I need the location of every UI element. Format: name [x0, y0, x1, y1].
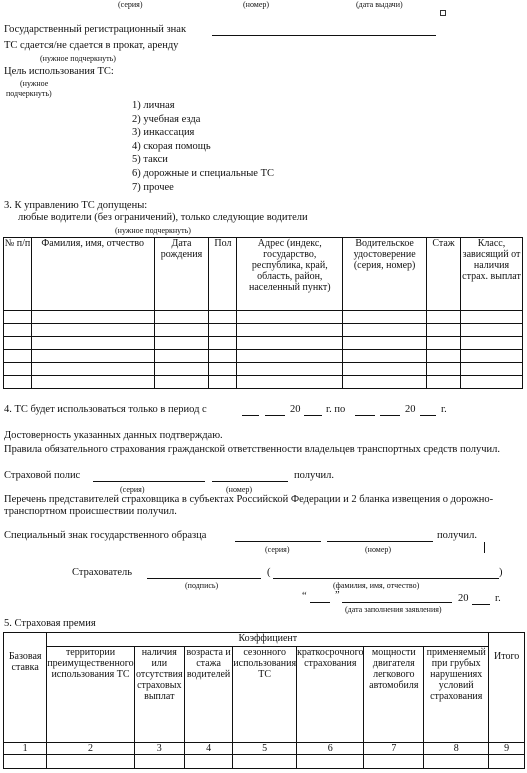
- purpose-option[interactable]: 5) такси: [132, 154, 168, 165]
- purpose-option[interactable]: 6) дорожные и специальные ТС: [132, 168, 274, 179]
- col-number: 7: [364, 743, 424, 755]
- period-end: г.: [441, 404, 447, 415]
- section3-title: 3. К управлению ТС допущены:: [4, 200, 148, 211]
- col-address-header: Адрес (индекс, государство, республика, край, область, район, населенный пункт): [237, 238, 343, 311]
- date-day-field[interactable]: [310, 602, 330, 603]
- coefficient-header: Коэффициент: [47, 633, 489, 647]
- special-series-caption: (серия): [265, 545, 290, 554]
- table-row[interactable]: [4, 311, 523, 324]
- section3-hint: (нужное подчеркнуть): [115, 226, 191, 235]
- table-row[interactable]: [4, 350, 523, 363]
- table-row[interactable]: [4, 337, 523, 350]
- coef-violations-header: применяемый при грубых нарушениях условий страхования: [424, 647, 489, 743]
- coef-payments-header: наличия или отсутствия страховых выплат: [134, 647, 184, 743]
- policy-series-field[interactable]: [93, 481, 205, 482]
- date-open-quote: “: [302, 591, 307, 602]
- period-day-to[interactable]: [355, 415, 375, 416]
- special-received: получил.: [437, 530, 477, 541]
- col-number: 2: [47, 743, 134, 755]
- coef-age-header: возраста и стажа водителей: [184, 647, 232, 743]
- purpose-option[interactable]: 4) скорая помощь: [132, 141, 211, 152]
- purpose-label: Цель использования ТС:: [4, 66, 114, 77]
- period-year1: 20: [290, 404, 301, 415]
- reg-sign-field[interactable]: [212, 35, 436, 36]
- col-number-header: № п/п: [4, 238, 32, 311]
- date-g: г.: [495, 593, 501, 604]
- period-year-from[interactable]: [304, 415, 322, 416]
- coef-territory-header: территории преимущественного использования ТС: [47, 647, 134, 743]
- series-caption: (серия): [118, 0, 143, 9]
- period-prefix: 4. ТС будет использоваться только в период с: [4, 404, 207, 415]
- purpose-option[interactable]: 3) инкассация: [132, 127, 195, 138]
- policy-number-field[interactable]: [212, 481, 288, 482]
- col-number: 9: [489, 743, 525, 755]
- special-number-field[interactable]: [327, 541, 433, 542]
- date-month-field[interactable]: [342, 602, 452, 603]
- col-number: 5: [233, 743, 297, 755]
- insurer-label: Страхователь: [72, 567, 133, 578]
- col-birth-header: Дата рождения: [154, 238, 209, 311]
- date-close-quote: ”: [335, 590, 340, 601]
- col-number: 1: [4, 743, 47, 755]
- confirm-text: Достоверность указанных данных подтверждаю.: [4, 430, 223, 441]
- col-class-header: Класс, зависящий от наличия страх. выплат: [461, 238, 523, 311]
- insurer-close-paren: ): [499, 567, 503, 578]
- policy-label: Страховой полис: [4, 470, 81, 481]
- purpose-hint-1: (нужное: [20, 79, 49, 88]
- insurer-fio-field[interactable]: [273, 578, 499, 579]
- col-name-header: Фамилия, имя, отчество: [31, 238, 154, 311]
- date-year-field[interactable]: [472, 604, 490, 605]
- period-month-from[interactable]: [265, 415, 285, 416]
- reps-text: Перечень представителей страховщика в субъектах Российской Федерации и 2 бланка извещения о дорожно-транспортном происшествии получил.: [4, 494, 494, 517]
- col-experience-header: Стаж: [427, 238, 461, 311]
- col-number: 8: [424, 743, 489, 755]
- table-row[interactable]: [4, 755, 525, 769]
- date-caption: (дата заполнения заявления): [345, 605, 442, 614]
- col-number: 6: [297, 743, 364, 755]
- base-rate-header: Базовая ставка: [4, 633, 47, 743]
- table-row[interactable]: [4, 376, 523, 389]
- coef-shortterm-header: краткосрочного страхования: [297, 647, 364, 743]
- purpose-option[interactable]: 2) учебная езда: [132, 114, 201, 125]
- table-row[interactable]: [4, 363, 523, 376]
- special-number-caption: (номер): [365, 545, 392, 554]
- rental-text: ТС сдается/не сдается в прокат, аренду: [4, 40, 179, 51]
- number-caption: (номер): [243, 0, 270, 9]
- period-to: г. по: [326, 404, 346, 415]
- policy-received: получил.: [294, 470, 334, 481]
- coef-power-header: мощности двигателя легкового автомобиля: [364, 647, 424, 743]
- col-sex-header: Пол: [209, 238, 237, 311]
- period-month-to[interactable]: [380, 415, 400, 416]
- period-day-from[interactable]: [242, 415, 259, 416]
- policy-series-caption: (серия): [120, 485, 145, 494]
- insurer-signature-field[interactable]: [147, 578, 261, 579]
- period-year-to[interactable]: [420, 415, 436, 416]
- text-cursor: [484, 542, 485, 553]
- insurer-open-paren: (: [267, 567, 271, 578]
- section5-title: 5. Страховая премия: [4, 618, 96, 629]
- purpose-option[interactable]: 7) прочее: [132, 182, 174, 193]
- reg-sign-label: Государственный регистрационный знак: [4, 24, 187, 35]
- rules-text: Правила обязательного страхования гражданской ответственности владельцев транспортных средств получил.: [4, 444, 500, 455]
- col-number: 4: [184, 743, 232, 755]
- table-row[interactable]: [4, 324, 523, 337]
- period-year2: 20: [405, 404, 416, 415]
- date-year-prefix: 20: [458, 593, 469, 604]
- insurer-fio-caption: (фамилия, имя, отчество): [333, 581, 420, 590]
- purpose-option[interactable]: 1) личная: [132, 100, 175, 111]
- col-number: 3: [134, 743, 184, 755]
- total-header: Итого: [489, 633, 525, 743]
- purpose-hint-2: подчеркнуть): [6, 89, 52, 98]
- col-license-header: Водительское удостоверение (серия, номер): [343, 238, 427, 311]
- rental-hint: (нужное подчеркнуть): [40, 54, 116, 63]
- special-series-field[interactable]: [235, 541, 321, 542]
- coef-season-header: сезонного использования ТС: [233, 647, 297, 743]
- premium-table: [3, 632, 525, 769]
- special-label: Специальный знак государственного образца: [4, 530, 207, 541]
- issue-date-caption: (дата выдачи): [356, 0, 403, 9]
- insurer-signature-caption: (подпись): [185, 581, 219, 590]
- drivers-table: [3, 237, 523, 389]
- section3-subtitle: любые водители (без ограничений), только следующие водители: [18, 212, 308, 223]
- policy-number-caption: (номер): [226, 485, 253, 494]
- checkbox-icon[interactable]: [440, 10, 446, 16]
